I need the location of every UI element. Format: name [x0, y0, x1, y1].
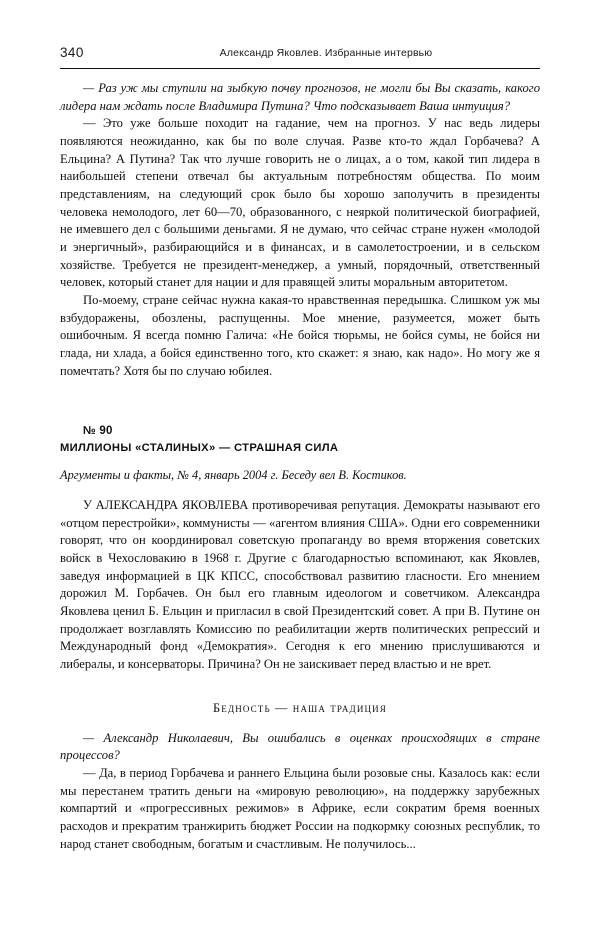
section-intro-paragraph: У АЛЕКСАНДРА ЯКОВЛЕВА противоречивая репутация. Демократы называют его «отцом перестройки», коммунисты — «агентом влияния США». Одни его современники говорят, что он координировал советскую пропаганду во время вторжения советских войск в Чехословакию в 1968 г. Другие с благодарностью вспоминают, как Яковлев, заведуя информацией в ЦК КПСС, способствовал развитию гласности. Его мнением дорожил М. Горбачев. Он был его главным идеологом и советчиком. Александра Яковлева ценил Б. Ельцин и пригласил в свой Президентский совет. А при В. Путине он продолжает возглавлять Комиссию по реабилитации жертв политических репрессий и Международный фонд «Демократия». Сегодня к его мнению прислушиваются и либералы, и консерваторы. Причина? Он не заискивает перед властью и не врет. — [60, 498, 540, 672]
interview-answer-1: — Это уже больше походит на гадание, чем на прогноз. У нас ведь лидеры появляются неожиданно, как бы по воле случая. Разве кто-то ждал Горбачева? А Ельцина? А Путина? Так что лучше говорить не о лицах, а о том, какой тип лидера в наибольшей степени отвечал бы актуальным потребностям общества. По моим представлениям, на следующий срок было бы хорошо заполучить в президенты человека немолодого, лет 60—70, образованного, с неяркой политической биографией, не имевшего дел с большими деньгами. Я не думаю, что сейчас стране нужен «молодой и энергичный», разбирающийся и в финансах, и в самолетостроении, и в сельском хозяйстве. Требуется не президент-менеджер, а умный, порядочный, ответственный человек, который станет для нации и для правящей элиты моральным авторитетом. — [60, 116, 540, 290]
running-header — [60, 45, 540, 65]
running-head-title: Александр Яковлев. Избранные интервью — [219, 47, 433, 59]
section-title: МИЛЛИОНЫ «СТАЛИНЫХ» — СТРАШНАЯ СИЛА — [60, 442, 339, 455]
page-content — [60, 45, 540, 853]
subsection-heading: Бедность — наша традиция — [213, 700, 387, 715]
section-header-block — [60, 425, 540, 483]
interview-question-1: — Раз уж мы ступили на зыбкую почву прогнозов, не могли бы Вы сказать, какого лидера нам ждать после Владимира Путина? Что подсказывает Ваша интуиция? — [60, 81, 540, 113]
section-source-line: Аргументы и факты, № 4, январь 2004 г. Беседу вел В. Костиков. — [60, 468, 407, 483]
header-divider — [60, 68, 540, 69]
page-number: 340 — [60, 45, 84, 60]
section-number: № 90 — [83, 425, 113, 438]
subsection-answer: — Да, в период Горбачева и раннего Ельцина были розовые сны. Казалось как: если мы перестанем тратить деньги на «мировую революцию», на поддержку зарубежных компартий и «прогрессивных режимов» в Африке, если сократим бремя военных расходов и прекратим транжирить бюджет России на подкормку союзных республик, то народ станет свободным, богатым и счастливым. Не получилось... — [60, 766, 540, 851]
subsection-question: — Александр Николаевич, Вы ошибались в оценках происходящих в стране процессов? — [60, 730, 540, 763]
interview-answer-1-continued: По-моему, стране сейчас нужна какая-то нравственная передышка. Слишком уж мы взбудоражены, обозлены, распущенны. Мое мнение, разумеется, может быть ошибочным. Я всегда помню Галича: «Не бойся тюрьмы, не бойся сумы, не бойся ни глада, ни хлада, а бойся единственно того, кто скажет: я знаю, как надо». Но могу же я помечтать? Хотя бы по случаю юбилея. — [60, 292, 540, 378]
